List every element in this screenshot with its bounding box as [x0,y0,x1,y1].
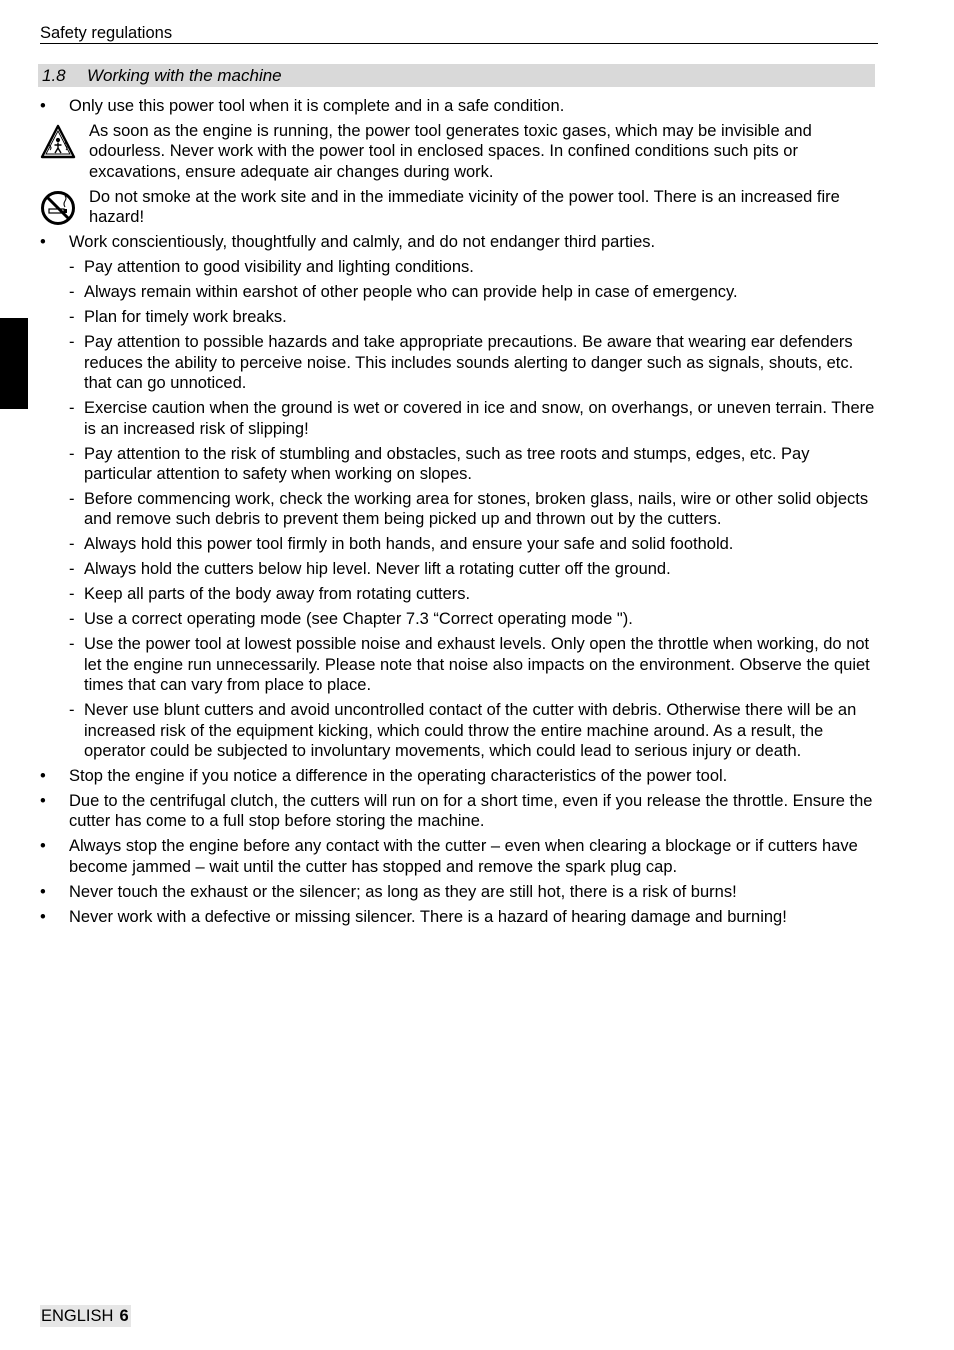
dash-item [40,559,875,579]
dash-marker: - [69,283,75,302]
bullet-dot: • [40,97,46,115]
bullet-item [40,791,875,832]
dash-item [40,332,875,393]
bullet-text: Always stop the engine before any contact with the cutter – even when clearing a blockage or if cutters have become jammed – wait until the cutter has stopped and remove the spark plug cap. [69,837,858,876]
dash-item [40,584,875,604]
dash-text: Pay attention to the risk of stumbling and obstacles, such as tree roots and stumps, edges, etc. Pay particular attention to safety when working on slopes. [84,444,810,484]
dash-text: Pay attention to possible hazards and take appropriate precautions. Be aware that wearing ear defenders reduces the ability to perceive noise. This includes sounds alerting to danger such as signals, shouts, etc. that can go unnoticed. [84,333,854,393]
bullet-item [40,836,875,877]
dash-text: Use a correct operating mode (see Chapter 7.3 “Correct operating mode "). [84,610,633,629]
bullet-text: Due to the centrifugal clutch, the cutters will run on for a short time, even if you release the throttle. Ensure the cutter has come to a full stop before storing the machine. [69,792,873,831]
dash-item [40,398,875,439]
dash-marker: - [69,560,75,579]
dash-text: Always remain within earshot of other people who can provide help in case of emergency. [84,283,738,302]
running-title: Safety regulations [40,24,173,42]
dash-marker: - [69,701,75,720]
dash-item [40,307,875,327]
dash-marker: - [69,333,75,352]
dash-text: Always hold the cutters below hip level. Never lift a rotating cutter off the ground. [84,560,671,579]
section-title: Working with the machine [87,66,282,85]
bullet-item [40,232,875,252]
bullet-dot: • [40,882,46,901]
dash-item [40,489,875,530]
chapter-side-tab [0,318,28,409]
bullet-item [40,907,875,927]
section-heading [38,64,875,87]
warning-text: As soon as the engine is running, the power tool generates toxic gases, which may be invisible and odourless. Never work with the power tool in enclosed spaces. In confined conditions such pits or excavations, ensure adequate air changes during work. [89,122,812,181]
dash-text: Before commencing work, check the working area for stones, broken glass, nails, wire or other solid objects and remove such debris to prevent them being picked up and thrown out by the cutters. [84,490,869,529]
dash-marker: - [69,444,75,463]
bullet-text: Never work with a defective or missing silencer. There is a hazard of hearing damage and burning! [69,907,787,926]
bullet-dot: • [40,233,46,252]
dash-item [40,257,875,277]
footer-language: ENGLISH [41,1307,114,1325]
dash-text: Never use blunt cutters and avoid uncontrolled contact of the cutter with debris. Otherwise there will be an increased risk of the equipment kicking, which could throw the entire machine around. As a result, the operator could be subjected to involuntary movements, which could lead to serious injury or death. [84,701,857,761]
dash-marker: - [69,585,75,604]
bullet-dot: • [40,837,46,856]
page-number: 6 [119,1307,129,1325]
bullet-item [40,766,875,786]
dash-item [40,700,875,761]
dash-item [40,444,875,485]
bullet-text: Never touch the exhaust or the silencer; as long as they are still hot, there is a risk of burns! [69,882,737,901]
dash-text: Always hold this power tool firmly in both hands, and ensure your safe and solid foothold. [84,535,734,554]
bullet-item [40,882,875,902]
dash-marker: - [69,258,75,277]
warning-text: Do not smoke at the work site and in the immediate vicinity of the power tool. There is an increased fire hazard! [89,187,840,227]
bullet-dot: • [40,907,46,926]
dash-text: Use the power tool at lowest possible noise and exhaust levels. Only open the throttle when working, do not let the engine run unnecessarily. Please note that noise also impacts on the environment. Observe the quiet times that can vary from place to place. [84,635,870,695]
bullet-dot: • [40,792,46,811]
dash-text: Exercise caution when the ground is wet or covered in ice and snow, on overhangs, or uneven terrain. There is an increased risk of slipping! [84,399,875,438]
dash-item [40,634,875,695]
dash-marker: - [69,490,75,509]
page-footer [40,1305,131,1327]
bullet-text: Stop the engine if you notice a difference in the operating characteristics of the power tool. [69,767,728,786]
dash-item [40,534,875,554]
dash-marker: - [69,308,75,327]
toxic-gas-warning-icon [40,124,76,160]
bullet-dot: • [40,767,46,786]
dash-text: Keep all parts of the body away from rotating cutters. [84,585,471,604]
dash-marker: - [69,610,75,629]
bullet-item [40,96,875,116]
bullet-text: Only use this power tool when it is complete and in a safe condition. [69,97,565,115]
warning-no-smoking [40,187,875,228]
dash-item [40,282,875,302]
section-number: 1.8 [42,66,66,85]
dash-marker: - [69,399,75,418]
bullet-text: Work conscientiously, thoughtfully and calmly, and do not endanger third parties. [69,233,656,252]
section-body [40,96,875,932]
dash-item [40,609,875,629]
dash-text: Plan for timely work breaks. [84,308,287,327]
dash-text: Pay attention to good visibility and lighting conditions. [84,258,474,277]
page-header [40,23,878,44]
dash-marker: - [69,635,75,654]
dash-marker: - [69,535,75,554]
no-smoking-icon [40,190,76,226]
warning-toxic-gas [40,121,875,182]
